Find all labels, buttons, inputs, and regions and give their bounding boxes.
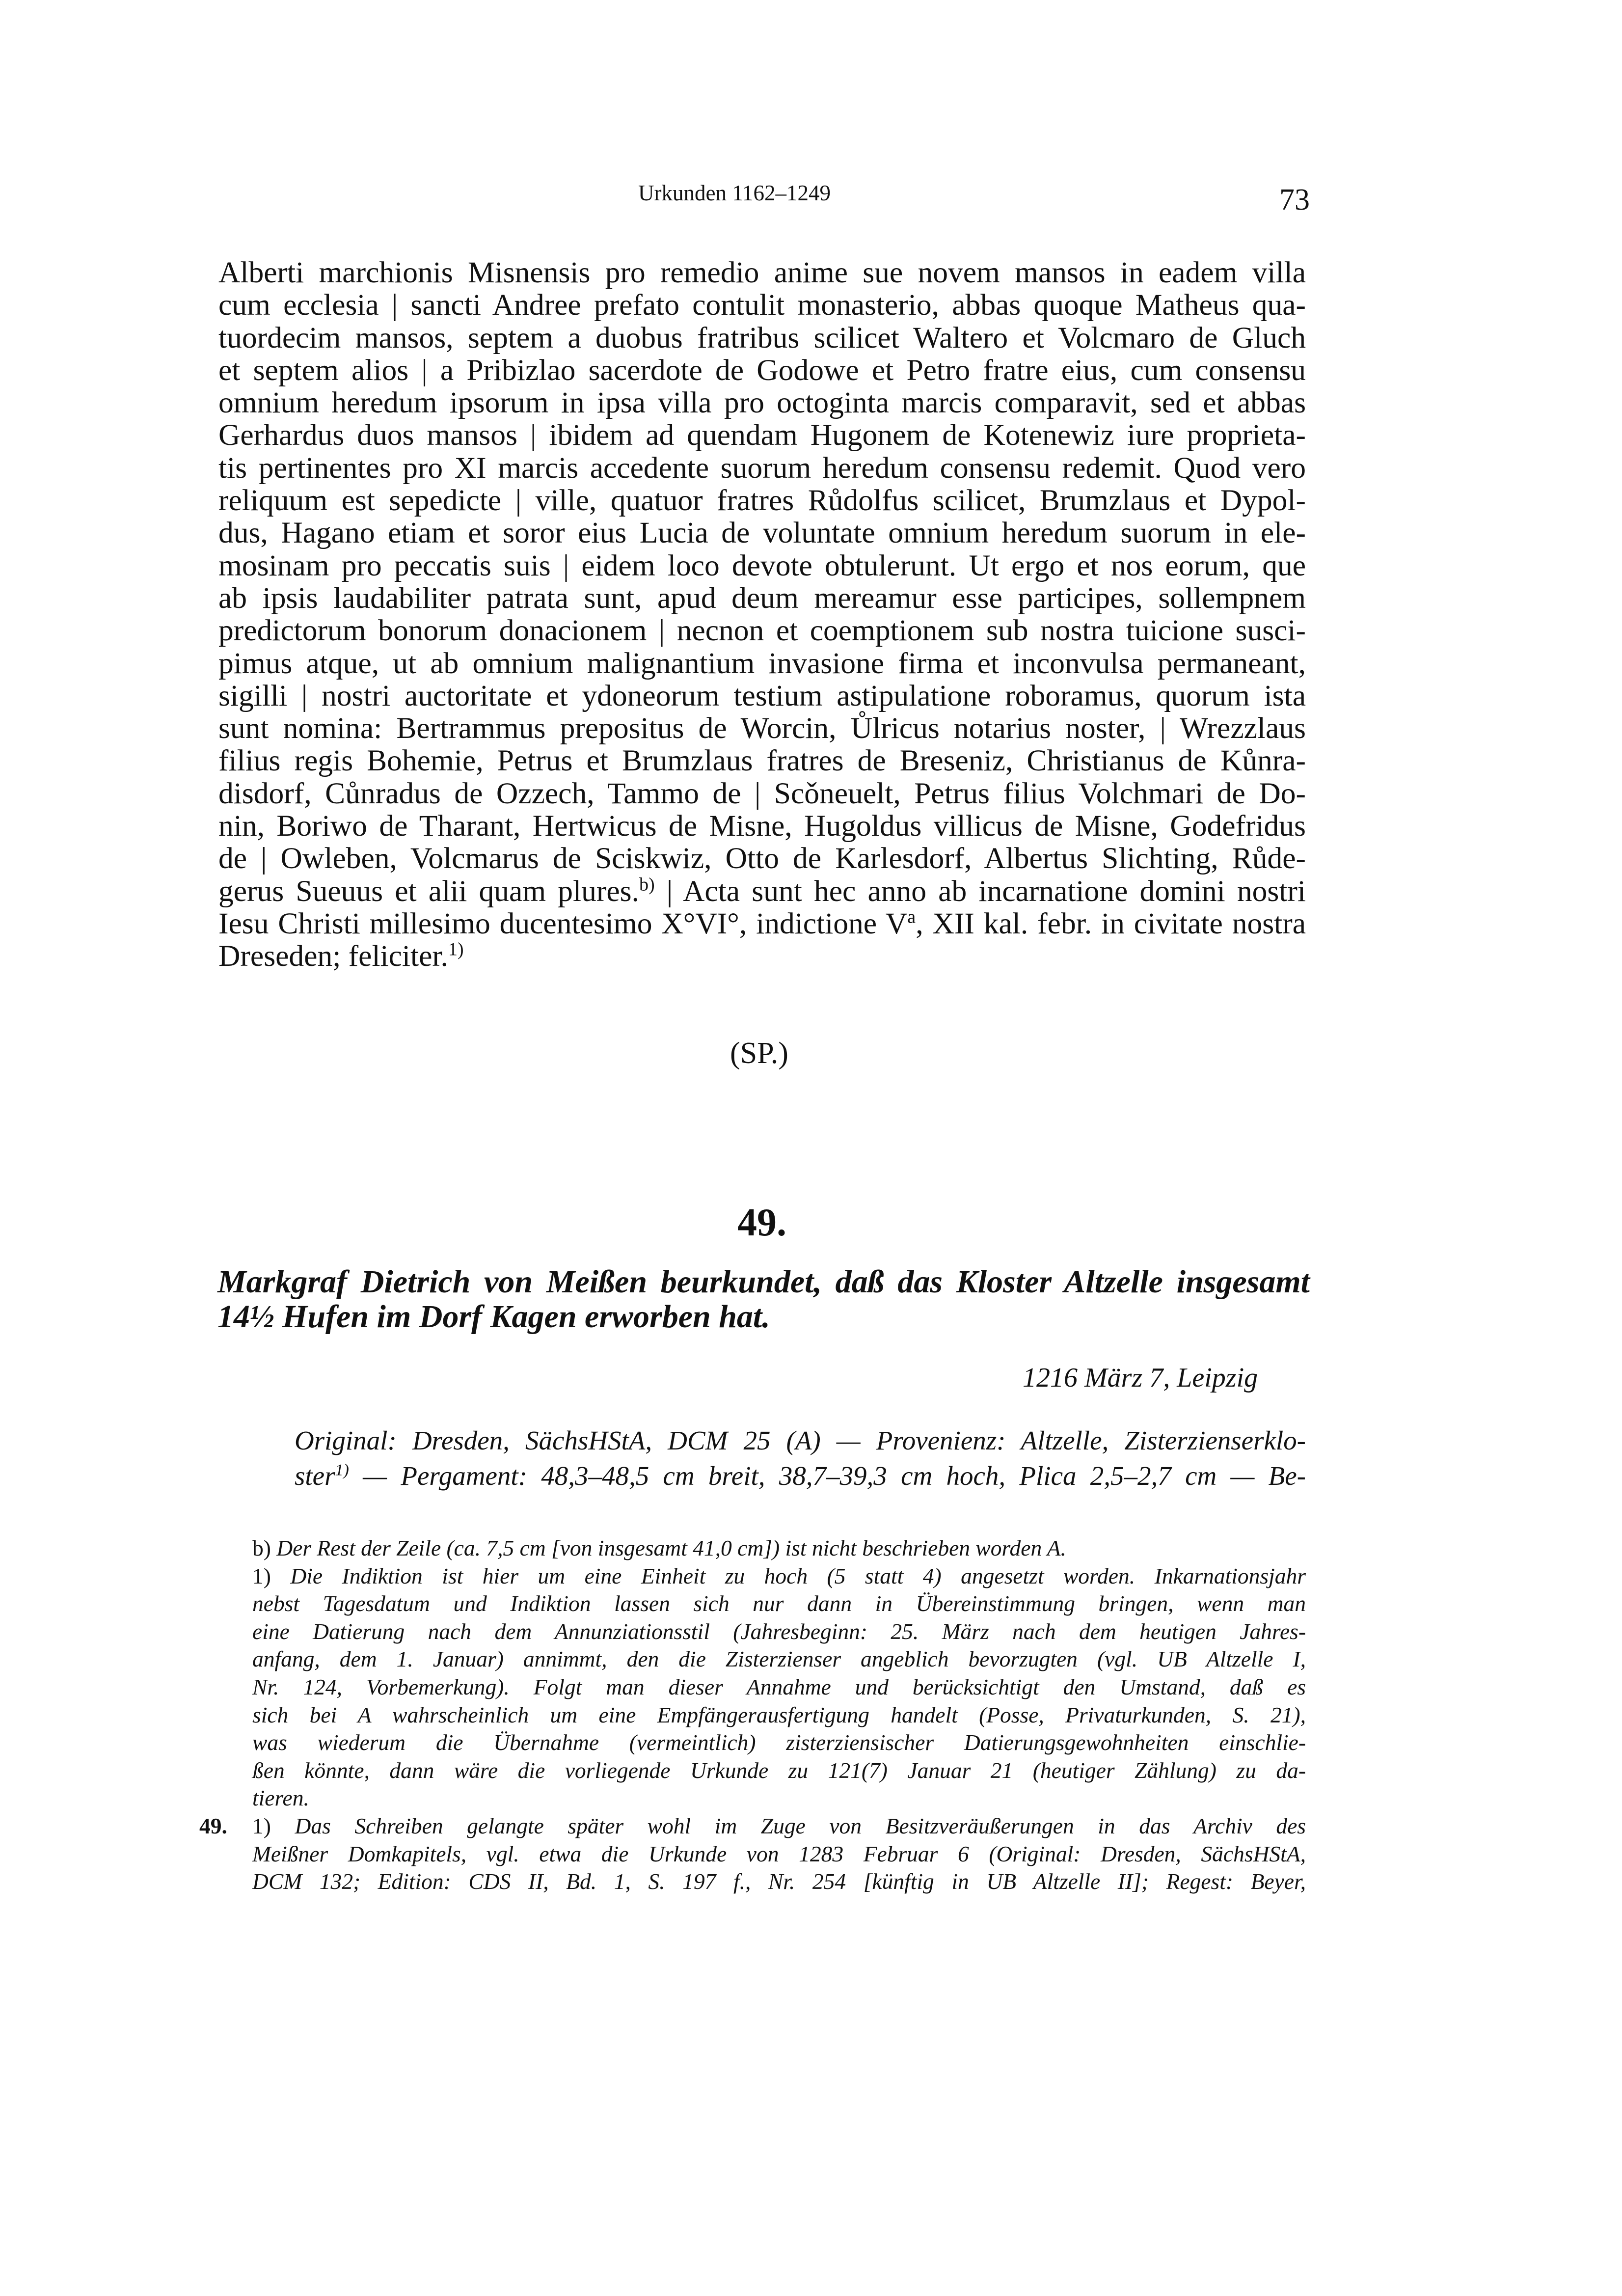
source-description: [295, 1423, 1306, 1494]
note-text: Die Indiktion ist hier um eine Einheit zu hoch (5 statt 4) angesetzt worden. Inkarnationsjahr: [270, 1563, 1306, 1588]
text-fragment: , XII kal. febr. in civitate nostra: [916, 906, 1306, 940]
text-line: tis pertinentes pro XI marcis accedente suorum heredum consensu redemit. Quod vero: [218, 451, 1306, 485]
text-fragment: Iesu Christi millesimo ducentesimo X°VI°, indictione V: [218, 906, 908, 940]
text-line: omnium heredum ipsorum in ipsa villa pro octoginta marcis comparavit, sed et abbas: [218, 386, 1306, 420]
text-line: predictorum bonorum donacionem | necnon et coemptionem sub nostra tuicione susci-: [218, 614, 1306, 648]
note-document-number: 49.: [199, 1813, 227, 1838]
text-line: [218, 940, 1306, 972]
text-line: Gerhardus duos mansos | ibidem ad quendam Hugonem de Kotenewiz iure proprieta-: [218, 418, 1306, 452]
charter-text: [218, 256, 1306, 973]
text-fragment: Dreseden; feliciter.: [218, 939, 448, 973]
text-line: dus, Hagano etiam et soror eius Lucia de voluntate omnium heredum suorum in ele-: [218, 516, 1306, 550]
note-line: ßen könnte, dann wäre die vorliegende Urkunde zu 121(7) Januar 21 (heutiger Zählung) zu da-: [252, 1757, 1306, 1783]
note-line: Nr. 124, Vorbemerkung). Folgt man dieser Annahme und berücksichtigt den Umstand, daß es: [252, 1674, 1306, 1699]
note-marker: 1): [252, 1813, 271, 1838]
footnote-1: [252, 1562, 1306, 1812]
superscript-a: a: [907, 906, 916, 928]
text-line: pimus atque, ut ab omnium malignantium invasione firma et inconvulsa permaneant,: [218, 646, 1306, 680]
footnotes: [199, 1534, 1306, 1896]
text-line: mosinam pro peccatis suis | eidem loco devote obtulerunt. Ut ergo et nos eorum, que: [218, 548, 1306, 582]
text-line: sigilli | nostri auctoritate et ydoneorum testium astipulatione roboramus, quorum ista: [218, 679, 1306, 712]
text-line: ab ipsis laudabiliter patrata sunt, apud deum mereamur esse participes, sollempnem: [218, 581, 1306, 615]
date-place: 1216 März 7, Leipzig: [1023, 1363, 1258, 1393]
text-line: reliquum est sepedicte | ville, quatuor fratres Růdolfus scilicet, Brumzlaus et Dypol-: [218, 484, 1306, 518]
footnote-ref-b: b): [639, 874, 655, 895]
footnote-b: [252, 1534, 1306, 1562]
text-line: [218, 907, 1306, 940]
note-line: sich bei A wahrscheinlich um eine Empfängerausfertigung handelt (Posse, Privaturkunden, S. 21),: [252, 1702, 1306, 1727]
title-line: Markgraf Dietrich von Meißen beurkundet, daß das Kloster Altzelle insgesamt: [217, 1264, 1310, 1300]
text-fragment: gerus Sueuus et alii quam plures.: [218, 874, 639, 908]
note-text: Das Schreiben gelangte später wohl im Zuge von Besitzveräußerungen in das Archiv des: [270, 1813, 1306, 1838]
text-fragment: ster: [295, 1461, 335, 1491]
note-line: anfang, dem 1. Januar) annimmt, den die Zisterzienser angeblich bevorzugten (vgl. UB Altzelle I,: [252, 1646, 1306, 1672]
text-line: sunt nomina: Bertrammus prepositus de Worcin, Ůlricus notarius noster, | Wrezzlaus: [218, 711, 1306, 745]
text-fragment: — Pergament: 48,3–48,5 cm breit, 38,7–39,3 cm hoch, Plica 2,5–2,7 cm — Be-: [349, 1461, 1306, 1491]
note-line: was wiederum die Übernahme (vermeintlich) zisterziensischer Datierungsgewohnheiten einschlie-: [252, 1730, 1306, 1755]
note-line: Meißner Domkapitels, vgl. etwa die Urkunde von 1283 Februar 6 (Original: Dresden, SächsHStA,: [252, 1841, 1306, 1866]
text-fragment: | Acta sunt hec anno ab incarnatione domini nostri: [654, 874, 1306, 908]
footnote-49-1: [199, 1812, 1306, 1896]
footnote-ref-1: 1): [448, 939, 464, 960]
text-line: et septem alios | a Pribizlao sacerdote de Godowe et Petro fratre eius, cum consensu: [218, 353, 1306, 387]
seal-mark: (SP.): [730, 1037, 788, 1070]
note-text: Der Rest der Zeile (ca. 7,5 cm [von insgesamt 41,0 cm]) ist nicht beschrieben worden A.: [270, 1535, 1066, 1560]
note-line: tieren.: [252, 1785, 309, 1811]
note-line: [252, 1534, 1306, 1562]
note-line: DCM 132; Edition: CDS II, Bd. 1, S. 197 f., Nr. 254 [künftig in UB Altzelle II]; Regest: Beyer,: [252, 1869, 1306, 1894]
document-title: [217, 1264, 1310, 1334]
note-line: [252, 1562, 1306, 1590]
note-line: nebst Tagesdatum und Indiktion lassen sich nur dann in Übereinstimmung bringen, wenn man: [252, 1591, 1306, 1616]
note-line: [252, 1812, 1306, 1840]
source-line: Original: Dresden, SächsHStA, DCM 25 (A) — Provenienz: Altzelle, Zisterzienserklo-: [295, 1425, 1306, 1455]
text-line: nin, Boriwo de Tharant, Hertwicus de Misne, Hugoldus villicus de Misne, Godefridus: [218, 809, 1306, 843]
text-line: de | Owleben, Volcmarus de Sciskwiz, Otto de Karlesdorf, Albertus Slichting, Růde-: [218, 842, 1306, 875]
source-line: [295, 1458, 1306, 1494]
document-number: 49.: [737, 1201, 786, 1244]
text-line: Alberti marchionis Misnensis pro remedio anime sue novem mansos in eadem villa: [218, 256, 1306, 289]
note-marker: 1): [252, 1563, 271, 1588]
note-line: eine Datierung nach dem Annunziationsstil (Jahresbeginn: 25. März nach dem heutigen Jahres-: [252, 1618, 1306, 1644]
text-line: [218, 875, 1306, 907]
text-line: tuordecim mansos, septem a duobus fratribus scilicet Waltero et Volcmaro de Gluch: [218, 321, 1306, 355]
page-number: 73: [1279, 183, 1310, 217]
note-marker: b): [252, 1535, 271, 1560]
running-head: Urkunden 1162–1249: [638, 181, 831, 205]
text-line: disdorf, Cůnradus de Ozzech, Tammo de | Scǒneuelt, Petrus filius Volchmari de Do-: [218, 776, 1306, 810]
footnote-ref-1: 1): [335, 1461, 349, 1479]
text-line: cum ecclesia | sancti Andree prefato contulit monasterio, abbas quoque Matheus qua-: [218, 288, 1306, 322]
text-line: filius regis Bohemie, Petrus et Brumzlaus fratres de Breseniz, Christianus de Kůnra-: [218, 744, 1306, 778]
title-line: 14½ Hufen im Dorf Kagen erworben hat.: [217, 1299, 770, 1335]
